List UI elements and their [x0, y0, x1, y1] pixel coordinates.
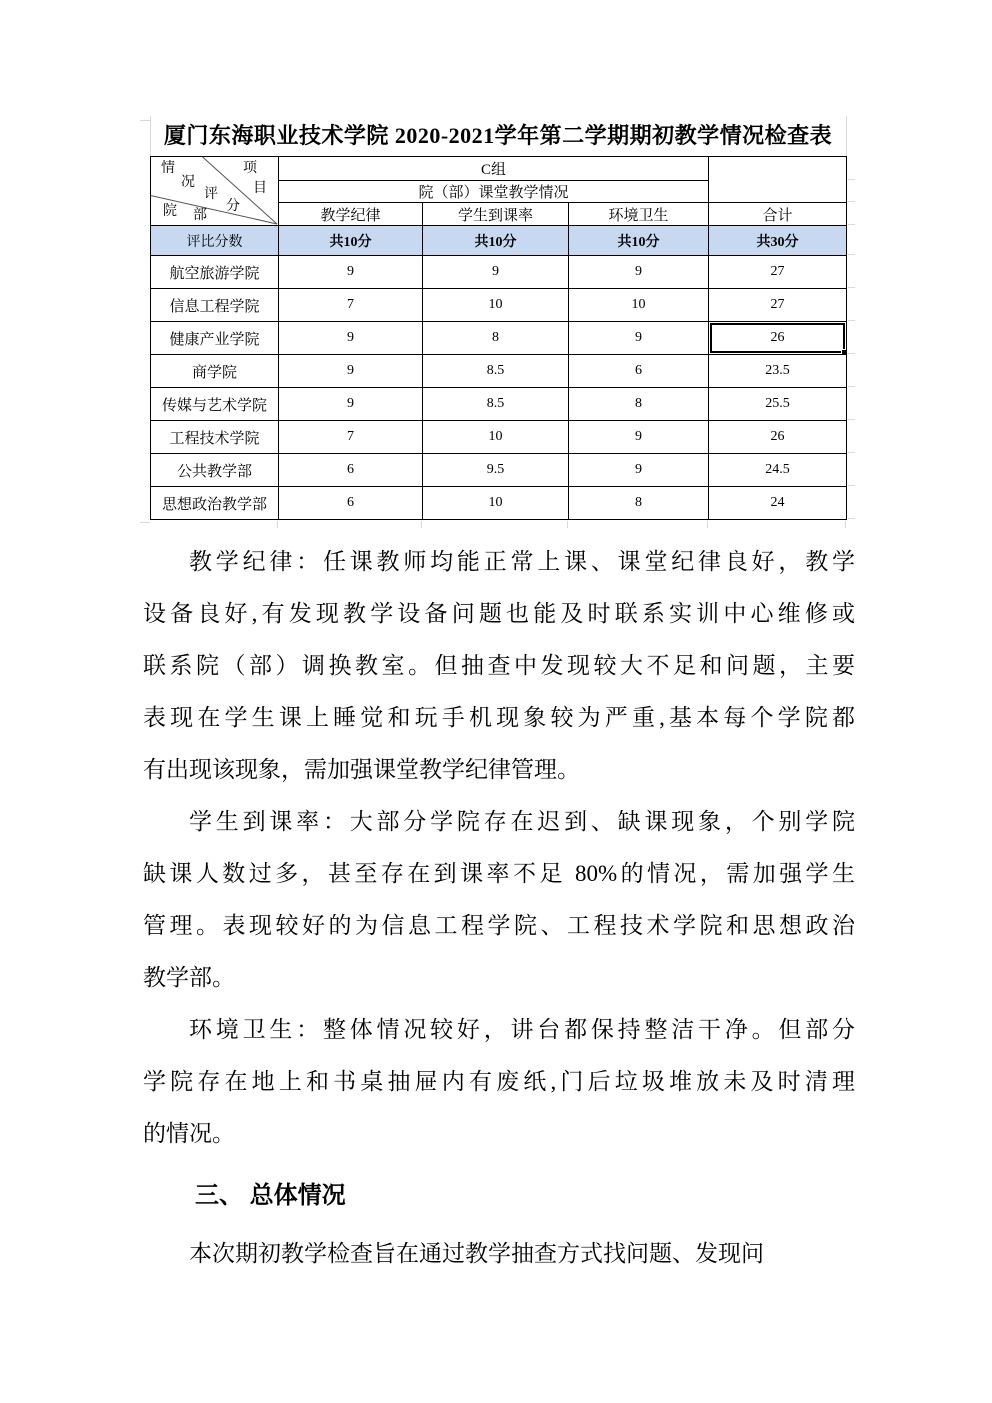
- section-heading: 三、 总体情况: [195, 1182, 346, 1209]
- score-cell[interactable]: 7: [279, 289, 423, 322]
- subgroup-header-cell: 院（部）课堂教学情况: [279, 181, 709, 203]
- paragraph-line: 学生到课率：大部分学院存在迟到、缺课现象，个别学院: [189, 809, 855, 834]
- score-cell[interactable]: 23.5: [709, 355, 847, 388]
- score-cell[interactable]: 7: [279, 421, 423, 454]
- inspection-table: [150, 156, 847, 520]
- table-row: [151, 454, 847, 487]
- gridline-stub: [848, 224, 855, 225]
- gridline-stub: [421, 521, 422, 528]
- gridline-stub: [846, 116, 847, 156]
- score-cell[interactable]: 8: [569, 487, 709, 520]
- college-name-cell[interactable]: 公共教学部: [151, 454, 279, 487]
- closing-paragraph-block: [143, 1228, 855, 1280]
- paragraph-line: 有出现该现象，需加强课堂教学纪律管理。: [143, 757, 580, 782]
- gridline-stub: [140, 120, 150, 121]
- gridline-stub: [277, 521, 278, 528]
- score-cell[interactable]: 10: [423, 289, 569, 322]
- college-name-cell[interactable]: 思想政治教学部: [151, 487, 279, 520]
- score-cell[interactable]: 8: [569, 388, 709, 421]
- score-cell[interactable]: 10: [423, 421, 569, 454]
- corner-diagonal-label: 情: [161, 161, 175, 176]
- selection-handle[interactable]: [841, 349, 847, 355]
- gridline-stub: [848, 320, 855, 321]
- gridline-stub: [848, 386, 855, 387]
- college-name-cell[interactable]: 传媒与艺术学院: [151, 388, 279, 421]
- selection-border: [710, 323, 845, 353]
- college-name-cell[interactable]: 航空旅游学院: [151, 256, 279, 289]
- score-cell[interactable]: 9: [279, 355, 423, 388]
- paragraph: [143, 1004, 855, 1160]
- paragraph: [143, 536, 855, 796]
- score-cell[interactable]: 9: [279, 256, 423, 289]
- paragraphs-block: [143, 536, 855, 1160]
- table-row: [151, 355, 847, 388]
- embedded-sheet: [140, 116, 870, 520]
- paragraph-line: 管理。表现较好的为信息工程学院、工程技术学院和思想政治: [143, 913, 855, 938]
- paragraph-line: 环境卫生：整体情况较好，讲台都保持整洁干净。但部分: [189, 1017, 855, 1042]
- paragraph-line: 表现在学生课上睡觉和玩手机现象较为严重,基本每个学院都: [143, 705, 855, 730]
- college-name-cell[interactable]: 信息工程学院: [151, 289, 279, 322]
- max-score-cell: 共10分: [423, 226, 569, 256]
- score-cell[interactable]: 27: [709, 289, 847, 322]
- score-cell[interactable]: 24.5: [709, 454, 847, 487]
- score-cell[interactable]: 9: [279, 322, 423, 355]
- paragraph-line: 设备良好,有发现教学设备问题也能及时联系实训中心维修或: [143, 601, 855, 626]
- column-header: 环境卫生: [569, 203, 709, 226]
- score-cell[interactable]: 27: [709, 256, 847, 289]
- corner-diagonal-label: 分: [226, 199, 240, 214]
- score-cell[interactable]: 9: [569, 454, 709, 487]
- column-header: 合计: [709, 203, 847, 226]
- score-cell[interactable]: 6: [279, 487, 423, 520]
- gridline-stub: [848, 287, 855, 288]
- score-cell[interactable]: 24: [709, 487, 847, 520]
- gridline-stub: [848, 353, 855, 354]
- score-row-label: 评比分数: [151, 226, 279, 256]
- selected-cell[interactable]: 26: [709, 322, 847, 355]
- gridline-stub: [140, 522, 150, 523]
- score-cell[interactable]: 8.5: [423, 388, 569, 421]
- table-row: [151, 256, 847, 289]
- corner-diagonal-label: 况: [181, 175, 195, 190]
- gridline-stub: [845, 521, 846, 528]
- table-title: 厦门东海职业技术学院 2020-2021学年第二学期期初教学情况检查表: [163, 123, 833, 148]
- paragraph-line: 的情况。: [143, 1121, 235, 1146]
- column-header: 教学纪律: [279, 203, 423, 226]
- column-header: 学生到课率: [423, 203, 569, 226]
- gridline-stub: [848, 201, 855, 202]
- score-cell[interactable]: 9: [569, 322, 709, 355]
- table-row: [151, 322, 847, 355]
- table-row: [151, 487, 847, 520]
- total-header-spacer: [709, 157, 847, 203]
- score-cell[interactable]: 10: [423, 487, 569, 520]
- score-cell[interactable]: 10: [569, 289, 709, 322]
- table-row: [151, 289, 847, 322]
- gridline-stub: [848, 452, 855, 453]
- gridline-stub: [848, 254, 855, 255]
- paragraph-line: 教学纪律：任课教师均能正常上课、课堂纪律良好，教学: [189, 549, 855, 574]
- score-cell[interactable]: 26: [709, 421, 847, 454]
- score-cell[interactable]: 6: [569, 355, 709, 388]
- score-cell[interactable]: 9: [423, 256, 569, 289]
- paragraph-line: 学院存在地上和书桌抽屉内有废纸,门后垃圾堆放未及时清理: [143, 1069, 855, 1094]
- table-row: [151, 421, 847, 454]
- paragraph-line: 缺课人数过多，甚至存在到课率不足 80%的情况，需加强学生: [143, 861, 855, 886]
- corner-columns-label: 目: [253, 181, 267, 196]
- score-cell[interactable]: 8: [423, 322, 569, 355]
- corner-header-cell: [151, 157, 279, 226]
- corner-columns-label: 项: [243, 161, 257, 176]
- college-name-cell[interactable]: 工程技术学院: [151, 421, 279, 454]
- score-cell[interactable]: 9: [569, 256, 709, 289]
- paragraph-line: 本次期初教学检查旨在通过教学抽查方式找问题、发现问: [189, 1241, 764, 1266]
- group-header-cell: C组: [279, 157, 709, 181]
- corner-rows-label: 院: [163, 204, 177, 219]
- score-cell[interactable]: 6: [279, 454, 423, 487]
- max-score-cell: 共10分: [279, 226, 423, 256]
- paragraph-line: 教学部。: [143, 965, 235, 990]
- college-name-cell[interactable]: 商学院: [151, 355, 279, 388]
- corner-diagonal-label: 评: [204, 187, 218, 202]
- paragraph: [143, 796, 855, 1004]
- gridline-stub: [848, 419, 855, 420]
- gridline-stub: [848, 179, 855, 180]
- document-body: [143, 536, 855, 1280]
- score-cell[interactable]: 9: [279, 388, 423, 421]
- college-name-cell[interactable]: 健康产业学院: [151, 322, 279, 355]
- gridline-stub: [707, 521, 708, 528]
- paragraph-line: 联系院（部）调换教室。但抽查中发现较大不足和问题，主要: [143, 653, 855, 678]
- gridline-stub: [567, 521, 568, 528]
- score-cell[interactable]: 9.5: [423, 454, 569, 487]
- score-cell[interactable]: 8.5: [423, 355, 569, 388]
- gridline-stub: [848, 485, 855, 486]
- max-score-cell: 共10分: [569, 226, 709, 256]
- corner-rows-label: 部: [193, 208, 207, 223]
- max-score-cell: 共30分: [709, 226, 847, 256]
- score-cell[interactable]: 9: [569, 421, 709, 454]
- gridline-stub: [848, 518, 855, 519]
- gridline-stub: [150, 116, 151, 156]
- score-cell[interactable]: 25.5: [709, 388, 847, 421]
- paragraph: [143, 1228, 855, 1280]
- table-row: [151, 388, 847, 421]
